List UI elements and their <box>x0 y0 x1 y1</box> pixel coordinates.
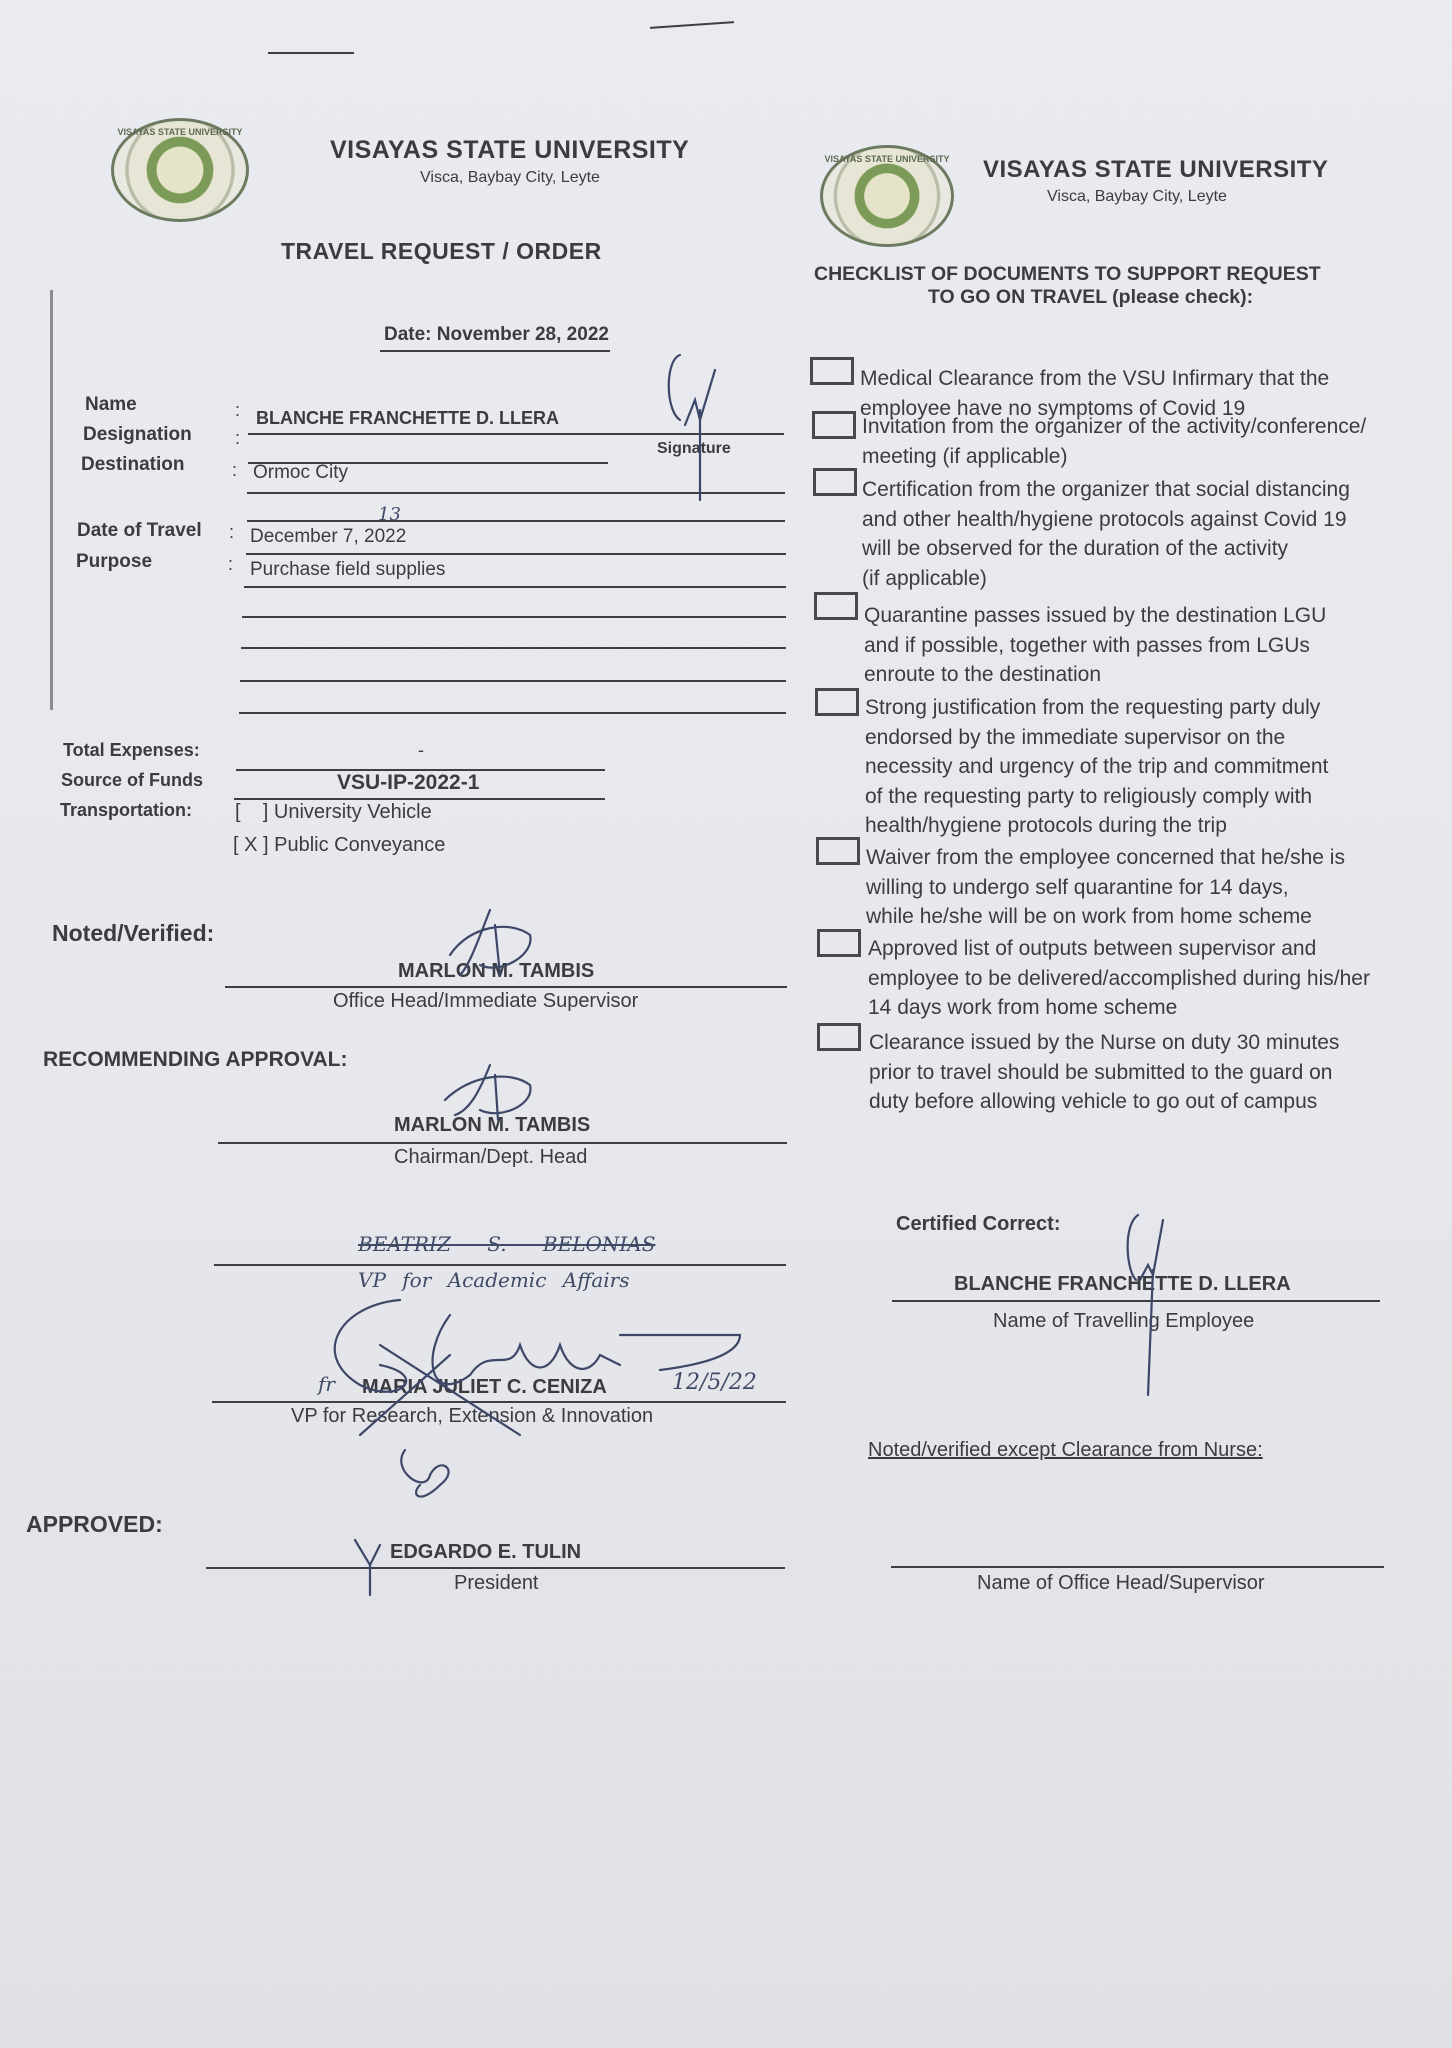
vprei-date-handwritten: 12/5/22 <box>672 1370 757 1395</box>
purpose-label: Purpose <box>76 551 153 572</box>
employee-name: BLANCHE FRANCHETTE D. LLERA <box>954 1273 1291 1295</box>
recommending-signature-line <box>218 1142 787 1144</box>
president-signature-mark <box>350 1445 470 1605</box>
destination-value: Ormoc City <box>253 462 348 483</box>
form-title: TRAVEL REQUEST / ORDER <box>281 238 602 264</box>
checklist-checkbox[interactable] <box>817 929 861 957</box>
checklist-checkbox[interactable] <box>815 688 859 716</box>
employee-signature-mark <box>660 350 740 500</box>
university-name: VISAYAS STATE UNIVERSITY <box>983 156 1329 183</box>
supervisor-signature-line <box>891 1566 1384 1568</box>
checklist-item: Waiver from the employee concerned that he/she is willing to undergo self quarantine for 14 days, while he/she will be on work from home scheme <box>866 846 1345 928</box>
transport-option-public-conveyance: [ X ] Public Conveyance <box>233 834 446 856</box>
total-expenses-value: - <box>418 740 424 760</box>
vprei-prefix-handwritten: fr <box>318 1372 335 1396</box>
checklist-checkbox[interactable] <box>813 468 857 496</box>
checklist-checkbox[interactable] <box>817 1023 861 1051</box>
university-name: VISAYAS STATE UNIVERSITY <box>330 136 690 164</box>
checklist-item: Quarantine passes issued by the destination LGU and if possible, together with passes from LGUs enroute to the destination <box>864 604 1327 686</box>
checklist-checkbox[interactable] <box>816 837 860 865</box>
seal-text: VISAYAS STATE UNIVERSITY <box>824 154 950 164</box>
seal-text: VISAYAS STATE UNIVERSITY <box>117 127 243 137</box>
vpaa-title-handwritten: VP for Academic Affairs <box>358 1268 630 1292</box>
university-address: Visca, Baybay City, Leyte <box>420 169 600 186</box>
transport-option-university-vehicle: [ ] University Vehicle <box>235 801 432 823</box>
source-of-funds-value: VSU-IP-2022-1 <box>337 771 480 794</box>
supervisor-title: Name of Office Head/Supervisor <box>977 1572 1265 1594</box>
checklist-item: Medical Clearance from the VSU Infirmary that the employee have no symptoms of Covid 19 <box>860 367 1330 420</box>
destination-colon: : <box>232 460 238 480</box>
name-label: Name <box>85 394 137 415</box>
checklist-checkbox[interactable] <box>814 592 858 620</box>
president-signature-line <box>206 1567 785 1569</box>
noted-signature-mark <box>440 905 560 985</box>
transportation-label: Transportation: <box>60 800 193 820</box>
date-correction-handwritten: 13 <box>378 504 401 525</box>
president-name: EDGARDO E. TULIN <box>390 1541 582 1563</box>
date-of-travel-label: Date of Travel <box>77 520 202 541</box>
university-seal-logo <box>111 118 249 222</box>
source-of-funds-line <box>234 798 605 800</box>
recommending-name: MARLON M. TAMBIS <box>394 1114 591 1136</box>
noted-name: MARLON M. TAMBIS <box>398 960 595 982</box>
vpaa-signature-line <box>214 1264 786 1266</box>
recommending-approval-label: RECOMMENDING APPROVAL: <box>43 1048 348 1071</box>
purpose-line <box>241 647 786 649</box>
checklist-item: Strong justification from the requesting party duly endorsed by the immediate supervisor on the necessity and urgency of the trip and commitment of the requesting party to religiously comply with health/hygiene protocols during the trip <box>865 696 1329 837</box>
vpaa-name-struck: BEATRIZ S. BELONIAS <box>358 1232 656 1256</box>
approved-label: APPROVED: <box>26 1511 163 1537</box>
checklist-item: Approved list of outputs between supervisor and employee to be delivered/accomplished during his/her 14 days work from home scheme <box>868 937 1370 1019</box>
vprei-title: VP for Research, Extension & Innovation <box>291 1405 654 1427</box>
recommending-title: Chairman/Dept. Head <box>394 1146 588 1168</box>
date-of-travel-line <box>246 553 786 555</box>
purpose-value: Purchase field supplies <box>250 559 446 580</box>
designation-label: Designation <box>83 424 192 445</box>
checklist-title: CHECKLIST OF DOCUMENTS TO SUPPORT REQUEST <box>814 263 1321 285</box>
destination-line-2 <box>247 520 785 522</box>
purpose-line <box>239 712 786 714</box>
request-date: Date: November 28, 2022 <box>384 324 609 345</box>
destination-label: Destination <box>81 454 185 475</box>
stray-mark <box>268 52 354 54</box>
purpose-line <box>242 616 786 618</box>
date-of-travel-value: December 7, 2022 <box>250 526 407 547</box>
noted-except-label: Noted/verified except Clearance from Nurse: <box>868 1439 1263 1461</box>
date-of-travel-colon: : <box>229 522 235 542</box>
vprei-signature-mark <box>320 1295 760 1445</box>
checklist-item: Clearance issued by the Nurse on duty 30 minutes prior to travel should be submitted to the guard on duty before allowing vehicle to go out of campus <box>869 1031 1340 1113</box>
noted-verified-label: Noted/Verified: <box>52 920 215 946</box>
date-underline <box>380 350 610 352</box>
checklist-item: Invitation from the organizer of the activity/conference/ meeting (if applicable) <box>862 415 1367 468</box>
total-expenses-label: Total Expenses: <box>63 740 200 760</box>
purpose-line <box>240 680 786 682</box>
noted-title: Office Head/Immediate Supervisor <box>333 990 639 1012</box>
checklist-checkbox[interactable] <box>810 357 854 385</box>
president-title: President <box>454 1572 539 1594</box>
certified-correct-label: Certified Correct: <box>896 1213 1061 1235</box>
designation-colon: : <box>235 428 241 448</box>
certifier-signature-mark <box>1118 1210 1188 1395</box>
checklist-item: Certification from the organizer that social distancing and other health/hygiene protocols against Covid 19 will be observed for the duration of the activity (if applicable) <box>862 478 1350 590</box>
source-of-funds-label: Source of Funds <box>61 770 204 790</box>
purpose-line <box>244 586 786 588</box>
recommending-signature-mark <box>440 1060 560 1130</box>
signature-label: Signature <box>657 440 731 457</box>
paper-edge <box>50 290 53 710</box>
vprei-name: MARIA JULIET C. CENIZA <box>362 1376 607 1398</box>
checklist-checkbox[interactable] <box>812 411 856 439</box>
name-colon: : <box>235 400 241 420</box>
checklist-title: TO GO ON TRAVEL (please check): <box>928 286 1254 308</box>
purpose-colon: : <box>228 554 234 574</box>
noted-signature-line <box>225 986 787 988</box>
university-seal-logo <box>820 145 954 247</box>
stray-mark <box>650 21 734 29</box>
employee-title: Name of Travelling Employee <box>993 1310 1255 1332</box>
university-address: Visca, Baybay City, Leyte <box>1047 188 1227 205</box>
name-value: BLANCHE FRANCHETTE D. LLERA <box>256 408 559 428</box>
